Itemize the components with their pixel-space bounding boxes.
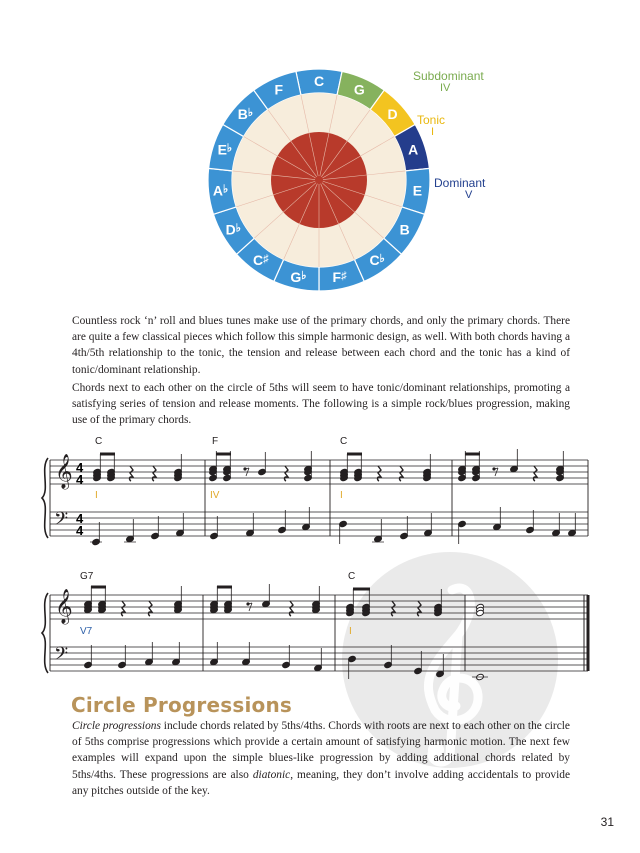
tonic-label: Tonic bbox=[417, 113, 446, 127]
circle-key-label: D♭ bbox=[225, 221, 241, 238]
quarter-rest bbox=[285, 466, 289, 481]
circle-key-label: F♯ bbox=[332, 268, 347, 285]
circle-key-label: F bbox=[274, 81, 284, 98]
roman-numeral: I bbox=[349, 626, 352, 637]
circle-key-label: G bbox=[353, 81, 365, 98]
roman-numeral: V7 bbox=[80, 626, 93, 637]
quarter-rest bbox=[392, 601, 396, 616]
tonic-numeral: I bbox=[431, 126, 435, 138]
quarter-rest bbox=[400, 466, 404, 481]
term-diatonic: diatonic bbox=[252, 768, 291, 781]
page-number: 31 bbox=[600, 815, 614, 829]
score-system-2 bbox=[0, 565, 640, 685]
circle-key-label: B♭ bbox=[237, 105, 254, 122]
bass-clef-icon: 𝄢 bbox=[54, 508, 69, 533]
paragraph-tonic-dominant: Chords next to each other on the circle of 5ths will seem to have tonic/dominant relationships, promoting a satisfying series of tension and release moments. The following is a simple rock/blues progression, making use of the primary chords. bbox=[72, 382, 570, 427]
quarter-rest bbox=[122, 601, 126, 616]
time-signature-bottom: 4 bbox=[76, 523, 84, 538]
system-brace bbox=[42, 593, 48, 673]
roman-numeral: IV bbox=[210, 490, 220, 501]
circle-key-label: C♯ bbox=[252, 252, 269, 269]
subdominant-numeral: IV bbox=[440, 82, 451, 94]
bass-clef-icon: 𝄢 bbox=[54, 643, 69, 668]
quarter-rest bbox=[378, 466, 382, 481]
quarter-rest bbox=[130, 466, 134, 481]
dominant-numeral: V bbox=[465, 189, 473, 201]
time-signature-bottom: 4 bbox=[76, 472, 84, 487]
paragraph-circle-progressions bbox=[72, 718, 570, 799]
paragraph-text: include chords related by 5ths/4ths. Chords with roots are next to each other on the circle of 5ths comprise progressions which provide a certain amount of satisfying harmonic motion. The next few examples will expand upon the simple blues-like progression by adding additional chords related by 5ths/4ths. These progressions are also bbox=[72, 720, 570, 781]
dominant-label: Dominant bbox=[434, 176, 486, 190]
section-heading: Circle Progressions bbox=[71, 693, 292, 717]
quarter-rest bbox=[290, 601, 294, 616]
term-circle-progressions: Circle progressions bbox=[72, 720, 161, 732]
circle-key-label: C bbox=[313, 73, 325, 89]
chord-symbol: C bbox=[340, 436, 348, 447]
score-system-1 bbox=[0, 430, 640, 550]
time-signature-top: 4 bbox=[76, 460, 84, 475]
circle-key-label: A bbox=[408, 141, 419, 158]
circle-key-label: E♭ bbox=[217, 141, 233, 158]
circle-of-fifths bbox=[195, 62, 515, 302]
circle-key-label: D bbox=[387, 105, 398, 122]
chord-symbol: C bbox=[95, 436, 103, 447]
circle-key-label: G♭ bbox=[290, 268, 307, 285]
circle-key-label: E bbox=[412, 182, 423, 199]
quarter-rest bbox=[534, 466, 538, 481]
quarter-rest bbox=[418, 601, 422, 616]
treble-clef-icon: 𝄞 bbox=[55, 590, 73, 623]
chord-symbol: C bbox=[348, 571, 356, 582]
quarter-rest bbox=[149, 601, 153, 616]
quarter-rest bbox=[153, 466, 157, 481]
roman-numeral: I bbox=[95, 490, 98, 501]
chord-symbol: G7 bbox=[80, 571, 94, 582]
circle-key-label: C♭ bbox=[369, 252, 385, 269]
system-brace bbox=[42, 458, 48, 538]
roman-numeral: I bbox=[340, 490, 343, 501]
paragraph-text: , meaning, they don’t involve adding accidentals to provide any pitches outside of the key. bbox=[72, 768, 570, 797]
treble-clef-icon: 𝄞 bbox=[55, 455, 73, 488]
circle-key-label: B bbox=[399, 221, 410, 238]
chord-symbol: F bbox=[212, 436, 219, 447]
subdominant-label: Subdominant bbox=[413, 69, 484, 83]
circle-key-label: A♭ bbox=[212, 182, 229, 199]
paragraph-primary-chords: Countless rock ‘n’ roll and blues tunes make use of the primary chords, and only the primary chords. There are quite a few classical pieces which follow this simple harmonic design, as well. With both chords having a 4th/5th relationship to the tonic, the tension and release between each chord and the tonic has a kind of tonic/dominant relationship. bbox=[72, 315, 570, 376]
time-signature-top: 4 bbox=[76, 511, 84, 526]
